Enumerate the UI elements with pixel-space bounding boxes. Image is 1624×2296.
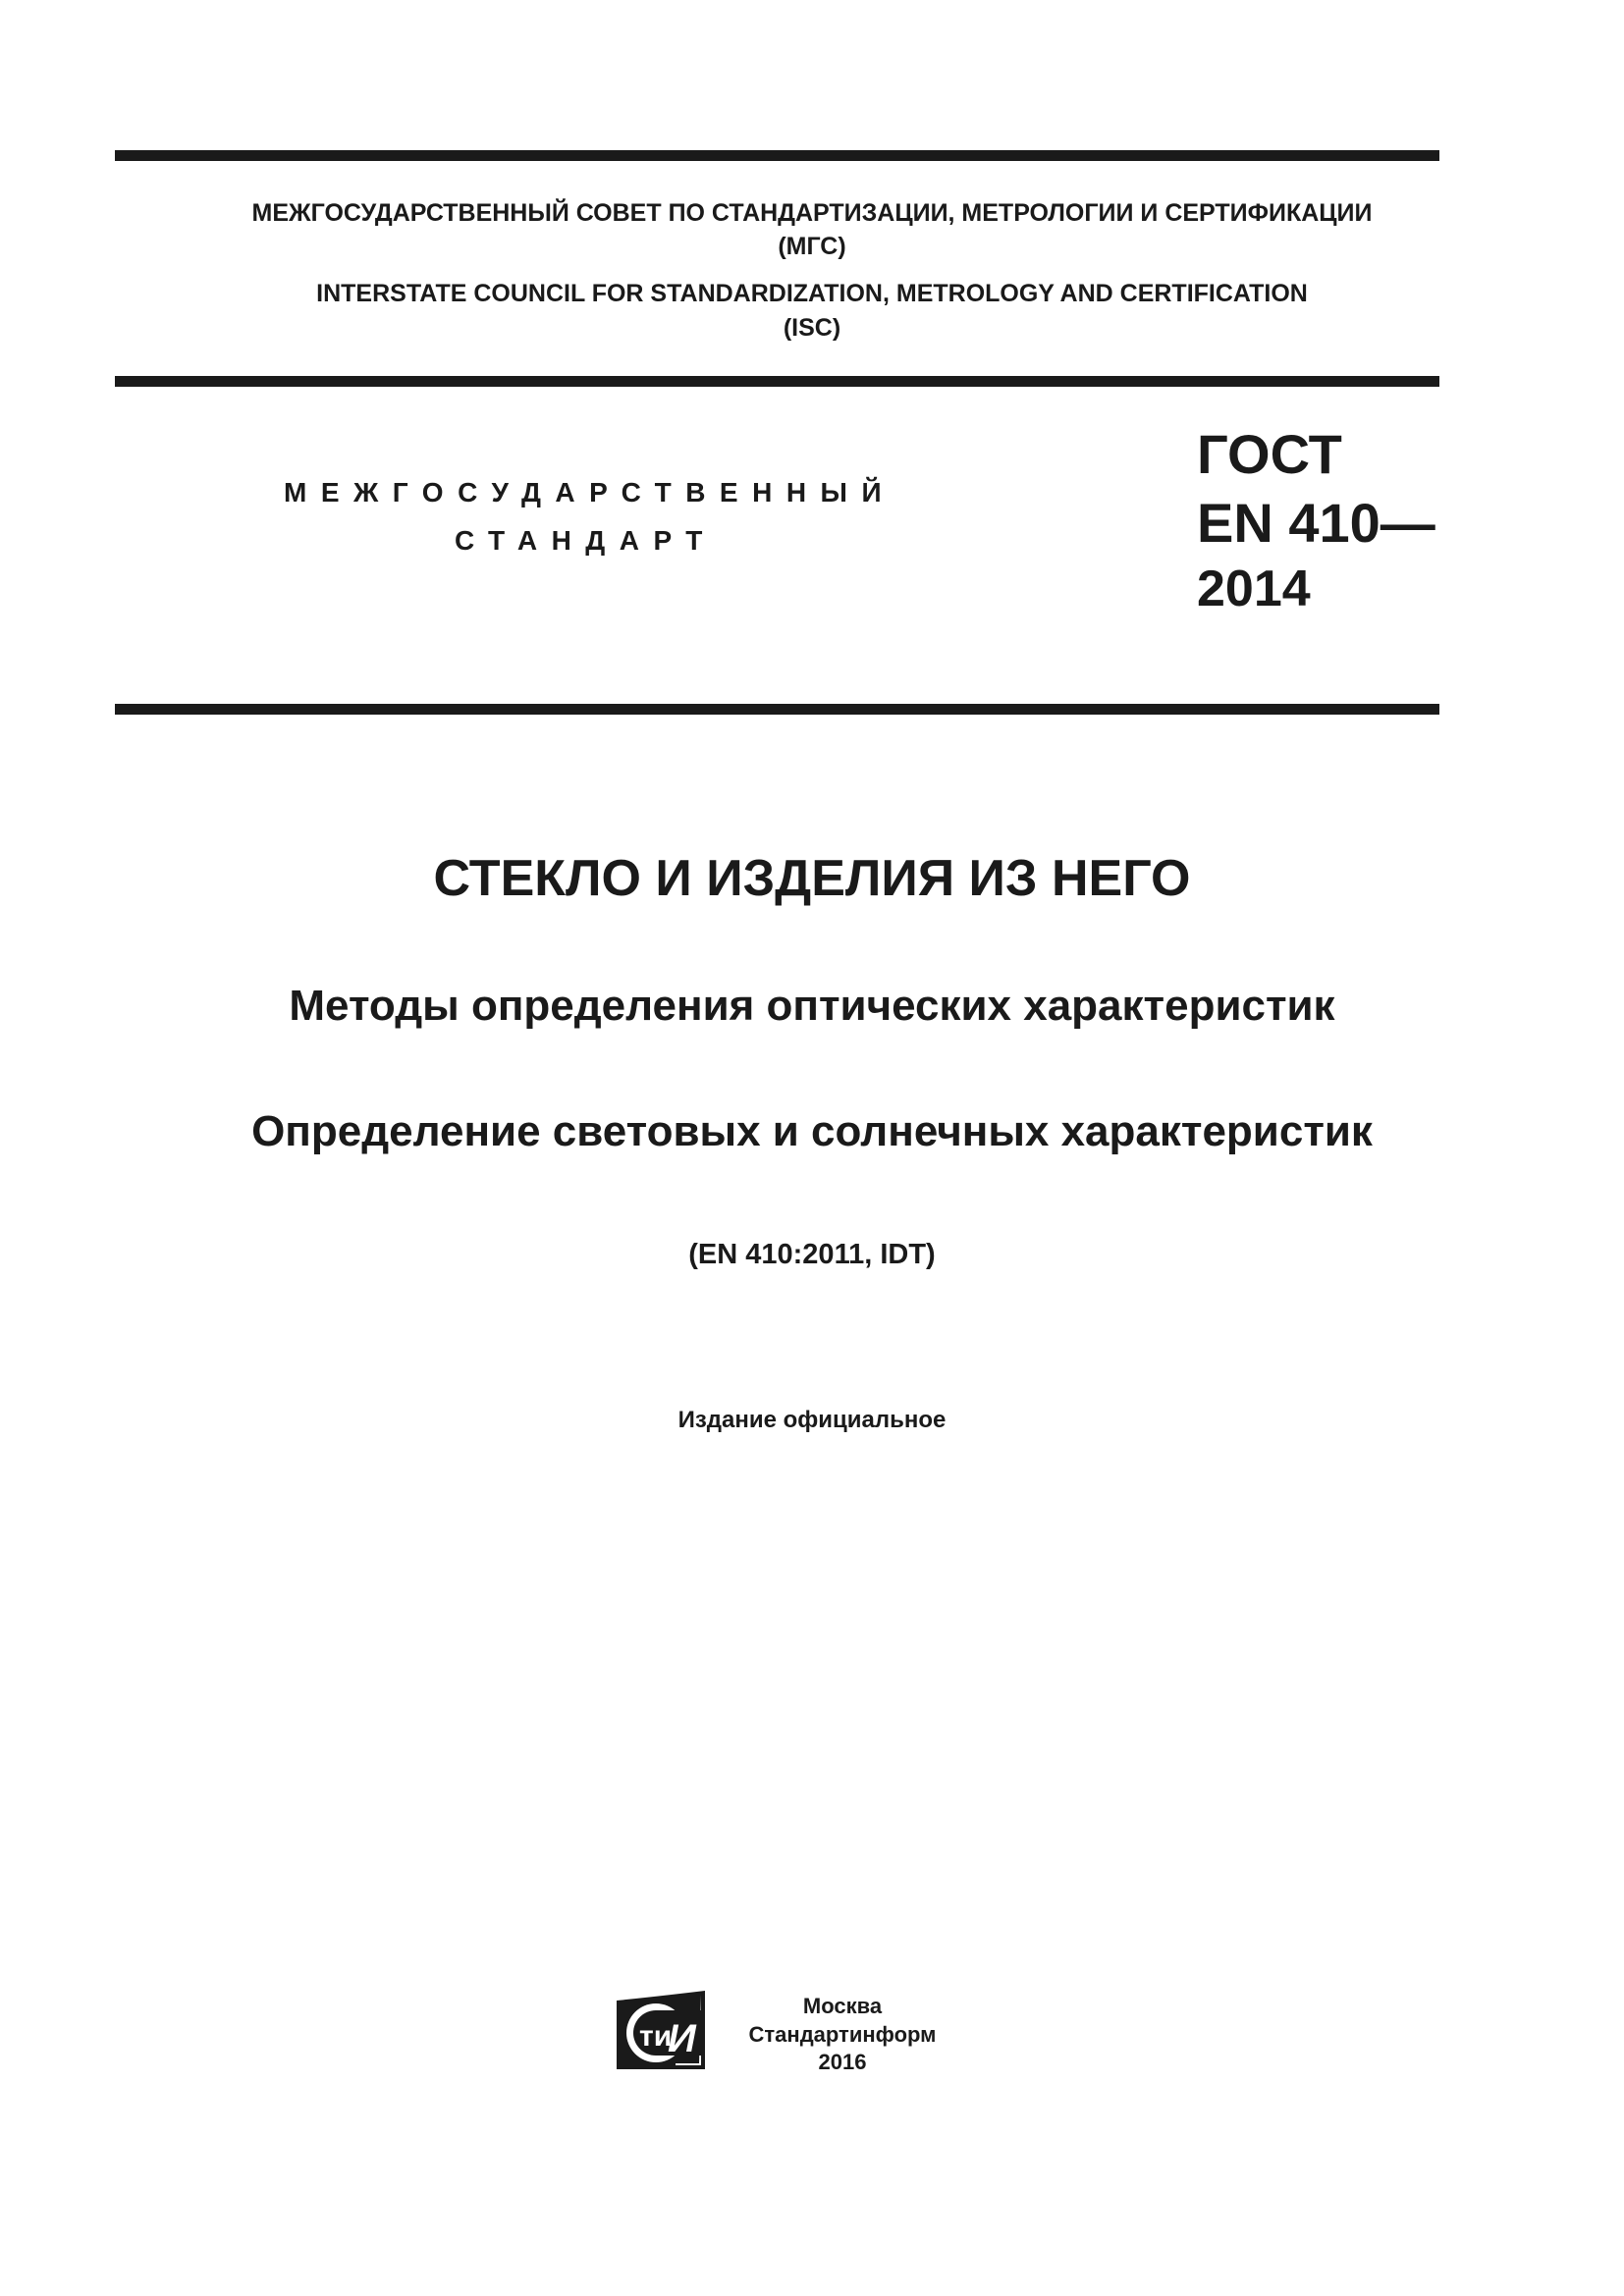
svg-text:ти: ти bbox=[639, 2020, 673, 2053]
council-en: INTERSTATE COUNCIL FOR STANDARDIZATION, METROLOGY AND CERTIFICATION bbox=[316, 280, 1308, 307]
designation-line1: ГОСТ bbox=[1197, 423, 1342, 485]
svg-text:И: И bbox=[668, 2017, 696, 2060]
council-ru-abbr: (МГС) bbox=[778, 233, 846, 260]
reference-standard: (EN 410:2011, IDT) bbox=[688, 1239, 936, 1270]
top-rule bbox=[115, 150, 1439, 161]
council-ru: МЕЖГОСУДАРСТВЕННЫЙ СОВЕТ ПО СТАНДАРТИЗАЦИИ, МЕТРОЛОГИИ И СЕРТИФИКАЦИИ bbox=[251, 199, 1373, 227]
standard-type-line1: МЕЖГОСУДАРСТВЕННЫЙ bbox=[284, 477, 896, 507]
publisher-logo bbox=[617, 1991, 711, 2071]
standartinform-logo-icon bbox=[617, 1991, 711, 2071]
standard-type-line2: СТАНДАРТ bbox=[455, 525, 717, 556]
publisher-name: Стандартинформ bbox=[748, 2022, 937, 2047]
publication-year: 2016 bbox=[818, 2050, 867, 2074]
council-en-abbr: (ISC) bbox=[783, 314, 841, 342]
edition-note: Издание официальное bbox=[677, 1407, 947, 1433]
document-subtitle-2: Определение световых и солнечных характеристик bbox=[251, 1107, 1373, 1155]
bottom-rule bbox=[115, 704, 1439, 715]
document-subtitle-1: Методы определения оптических характеристик bbox=[289, 982, 1335, 1030]
designation-line2: EN 410— bbox=[1197, 492, 1435, 554]
document-title: СТЕКЛО И ИЗДЕЛИЯ ИЗ НЕГО bbox=[433, 850, 1191, 907]
designation-line3: 2014 bbox=[1197, 561, 1311, 617]
publisher-city: Москва bbox=[802, 1994, 883, 2018]
middle-rule bbox=[115, 376, 1439, 387]
